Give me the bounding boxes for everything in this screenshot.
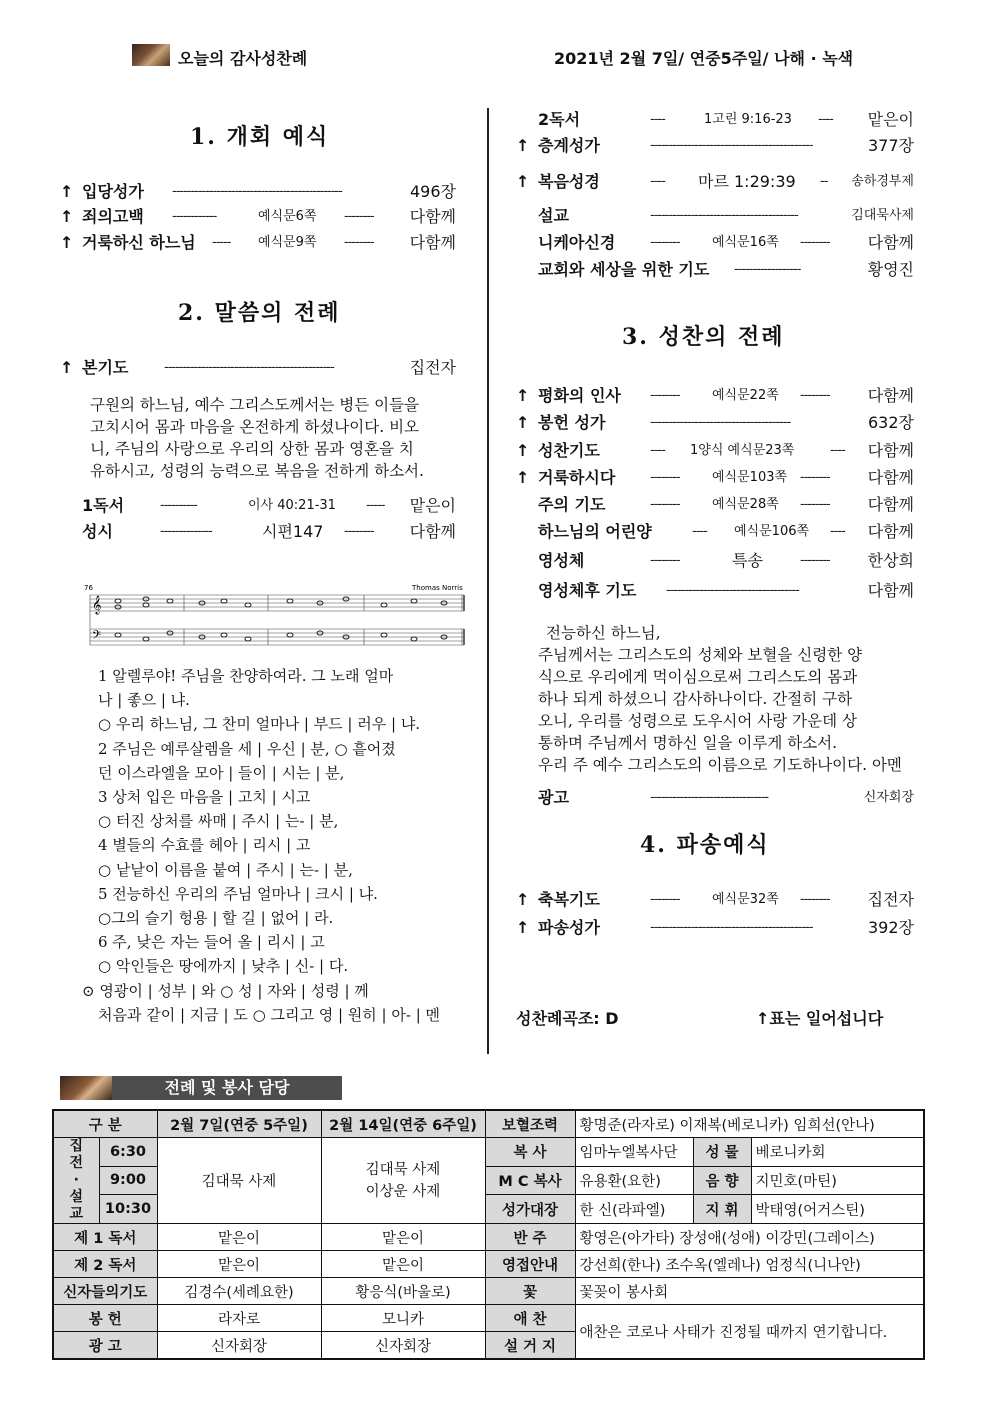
stand-arrow-icon: ↑ <box>516 918 530 937</box>
stand-arrow-icon: ↑ <box>516 136 530 155</box>
svg-text:𝄢: 𝄢 <box>92 629 102 645</box>
psalm-chant-score <box>84 583 466 661</box>
order-row: 영성체 -------- 특송 -------- 한상희 <box>538 551 914 570</box>
table-row: 봉 헌 라자로 모니카 애 찬 애찬은 코로나 사태가 진정될 때까지 연기합니다. <box>53 1305 924 1332</box>
header-date: 2021년 2월 7일/ 연중5주일/ 나해 · 녹색 <box>554 49 854 68</box>
order-row: 교회와 세상을 위한 기도 ------------------ 황영진 <box>538 260 914 279</box>
stand-arrow-icon: ↑ <box>516 413 530 432</box>
stand-arrow-icon: ↑ <box>516 468 530 487</box>
order-row: ↑ 성찬기도 ---- 1양식 예식문23쪽 ---- 다함께 <box>516 439 914 463</box>
order-row: 영성체후 기도 ------------------------------------ 다함께 <box>538 581 914 600</box>
stand-arrow-icon: ↑ <box>516 386 530 405</box>
stand-arrow-icon: ↑ <box>60 182 74 201</box>
stand-arrow-icon: ↑ <box>60 207 74 226</box>
stand-arrow-icon: ↑ <box>516 172 530 191</box>
table-row: 신자들의기도 김경수(세례요한) 황응식(바울로) 꽃 꽃꽂이 봉사회 <box>53 1278 924 1305</box>
section-title-opening: 1. 개회 예식 <box>190 124 330 150</box>
table-row: 광 고 신자회장 신자회장 설 거 지 <box>53 1332 924 1360</box>
column-divider <box>487 108 489 1054</box>
stand-arrow-icon: ↑ <box>516 890 530 909</box>
collect-prayer: 구원의 하느님, 예수 그리스도께서는 병든 이들을 고치시어 몸과 마음을 온전하게 하셨나이다. 비오 니, 주님의 사랑으로 우리의 상한 몸과 영혼을 치 유하시고, 성령의 능력으로 복음을 전하게 하소서. <box>90 396 424 480</box>
order-row: ↑ 복음성경 ---- 마르 1:29:39 -- 송하경부제 <box>516 170 914 194</box>
section-title-dismissal: 4. 파송예식 <box>640 832 770 858</box>
order-row: ↑ 평화의 인사 -------- 예식문22쪽 -------- 다함께 <box>516 384 914 408</box>
svg-text:𝄞: 𝄞 <box>92 595 102 614</box>
duty-band-image <box>60 1076 112 1100</box>
order-row: 설교 ---------------------------------------- 김대묵사제 <box>538 206 914 225</box>
stand-arrow-icon: ↑ <box>516 441 530 460</box>
header-title: 오늘의 감사성찬례 <box>178 49 308 68</box>
footer-key-signature: 성찬례곡조: D <box>516 1009 619 1028</box>
order-row: 니케아신경 -------- 예식문16쪽 -------- 다함께 <box>538 233 914 252</box>
order-row: ↑ 거룩하신 하느님 ----- 예식문9쪽 -------- 다함께 <box>60 231 456 255</box>
post-communion-prayer: 전능하신 하느님, 주님께서는 그리스도의 성체와 보혈을 신령한 양 식으로 우리에게 먹이심으로써 그리스도의 몸과 하나 되게 하셨으니 감사하나이다. 간절히 구하 오니, 우리를 성령으로 도우시어 사랑 가운데 상 통하며 주님께서 명하신 일을 이루게 하소서. 우리 주 예수 그리스도의 이름으로 기도하나이다. 아멘 <box>538 624 902 774</box>
order-row: ↑ 봉헌 성가 -------------------------------------- 632장 <box>516 411 914 435</box>
table-row: 10:30 성가대장 한 신(라파엘) 지 휘 박태영(어거스틴) <box>53 1195 924 1224</box>
order-row: 광고 -------------------------------- 신자회장 <box>538 788 914 807</box>
stand-arrow-icon: ↑ <box>60 233 74 252</box>
psalm-lyrics: 1 알렐루야! 주님을 찬양하여라. 그 노래 얼마 나 | 좋으 | 냐. ○ 우리 하느님, 그 찬미 얼마나 | 부드 | 러우 | 냐. 2 주님은 예루살렘을 세 | 우신 | 분, ○ 흩어졌 던 이스라엘을 모아 | 들이 | 시는 | 분, 3 상처 입은 마음을 | 고치 | 시고 ○ 터진 상처를 싸매 | 주시 | 는- | 분, 4 별들의 수효를 헤아 | 리시 | 고 ○ 낱낱이 이름을 붙여 | 주시 | 는- | 분, 5 전능하신 우리의 주님 얼마나 | 크시 | 냐. ○그의 슬기 헝용 | 할 길 | 없어 | 라. 6 주, 낮은 자는 들어 올 | 리시 | 고 ○ 악인들은 땅에까지 | 낮추 | 신- | 다. ⊙ 영광이 | 성부 | 와 ○ 성 | 자와 | 성령 | 께 처음과 같이 | 지금 | 도 ○ 그리고 영 | 원히 | 아- | 멘 <box>82 667 441 1024</box>
order-row: ↑ 입당성가 ---------------------------------------------- 496장 <box>60 180 456 204</box>
table-row: 집전·설교 6:30 김대묵 사제 김대묵 사제 이상운 사제 복 사 임마누엘복사단 성 물 베로니카회 <box>53 1138 924 1167</box>
order-row: ↑ 축복기도 -------- 예식문32쪽 -------- 집전자 <box>516 888 914 912</box>
order-row: ↑ 층계성가 -------------------------------------------- 377장 <box>516 134 914 158</box>
table-row: 제 1 독서 맡은이 맡은이 반 주 황영은(아가타) 장성애(성애) 이강민(그레이스) <box>53 1224 924 1251</box>
score-composer: Thomas Norris <box>412 584 463 592</box>
table-row: 구 분 2월 7일(연중 5주일) 2월 14일(연중 6주일) 보혈조력 황명준(라자로) 이재복(베로니카) 임희선(안나) <box>53 1110 924 1138</box>
score-number: 76 <box>84 584 93 592</box>
order-row: ↑ 본기도 ---------------------------------------------- 집전자 <box>60 356 456 380</box>
order-row: 주의 기도 -------- 예식문28쪽 -------- 다함께 <box>538 495 914 514</box>
table-row: 9:00 M C 복사 유용환(요한) 음 향 지민호(마틴) <box>53 1166 924 1195</box>
order-row: ↑ 파송성가 -------------------------------------------- 392장 <box>516 916 914 940</box>
footer-stand-note: ↑표는 일어섭니다 <box>756 1009 884 1028</box>
section-title-eucharist: 3. 성찬의 전례 <box>622 324 785 350</box>
duty-roster-table <box>52 1109 925 1360</box>
stand-arrow-icon: ↑ <box>60 358 74 377</box>
duty-band-title: 전례 및 봉사 담당 <box>112 1076 342 1100</box>
order-row: 2독서 ---- 1고린 9:16-23 ---- 맡은이 <box>538 110 914 129</box>
order-row: 성시 -------------- 시편147 -------- 다함께 <box>82 522 456 541</box>
header-thumbnail-image <box>132 44 170 66</box>
order-row: 하느님의 어린양 ---- 예식문106쪽 ---- 다함께 <box>538 522 914 541</box>
table-row: 제 2 독서 맡은이 맡은이 영접안내 강선희(한나) 조수옥(엘레나) 엄정식(니나안) <box>53 1251 924 1278</box>
section-title-word: 2. 말씀의 전례 <box>178 300 341 326</box>
order-row: 1독서 ---------- 이사 40:21-31 ----- 맡은이 <box>82 496 456 515</box>
order-row: ↑ 거룩하시다 -------- 예식문103쪽 -------- 다함께 <box>516 466 914 490</box>
order-row: ↑ 죄의고백 ------------ 예식문6쪽 -------- 다함께 <box>60 205 456 229</box>
